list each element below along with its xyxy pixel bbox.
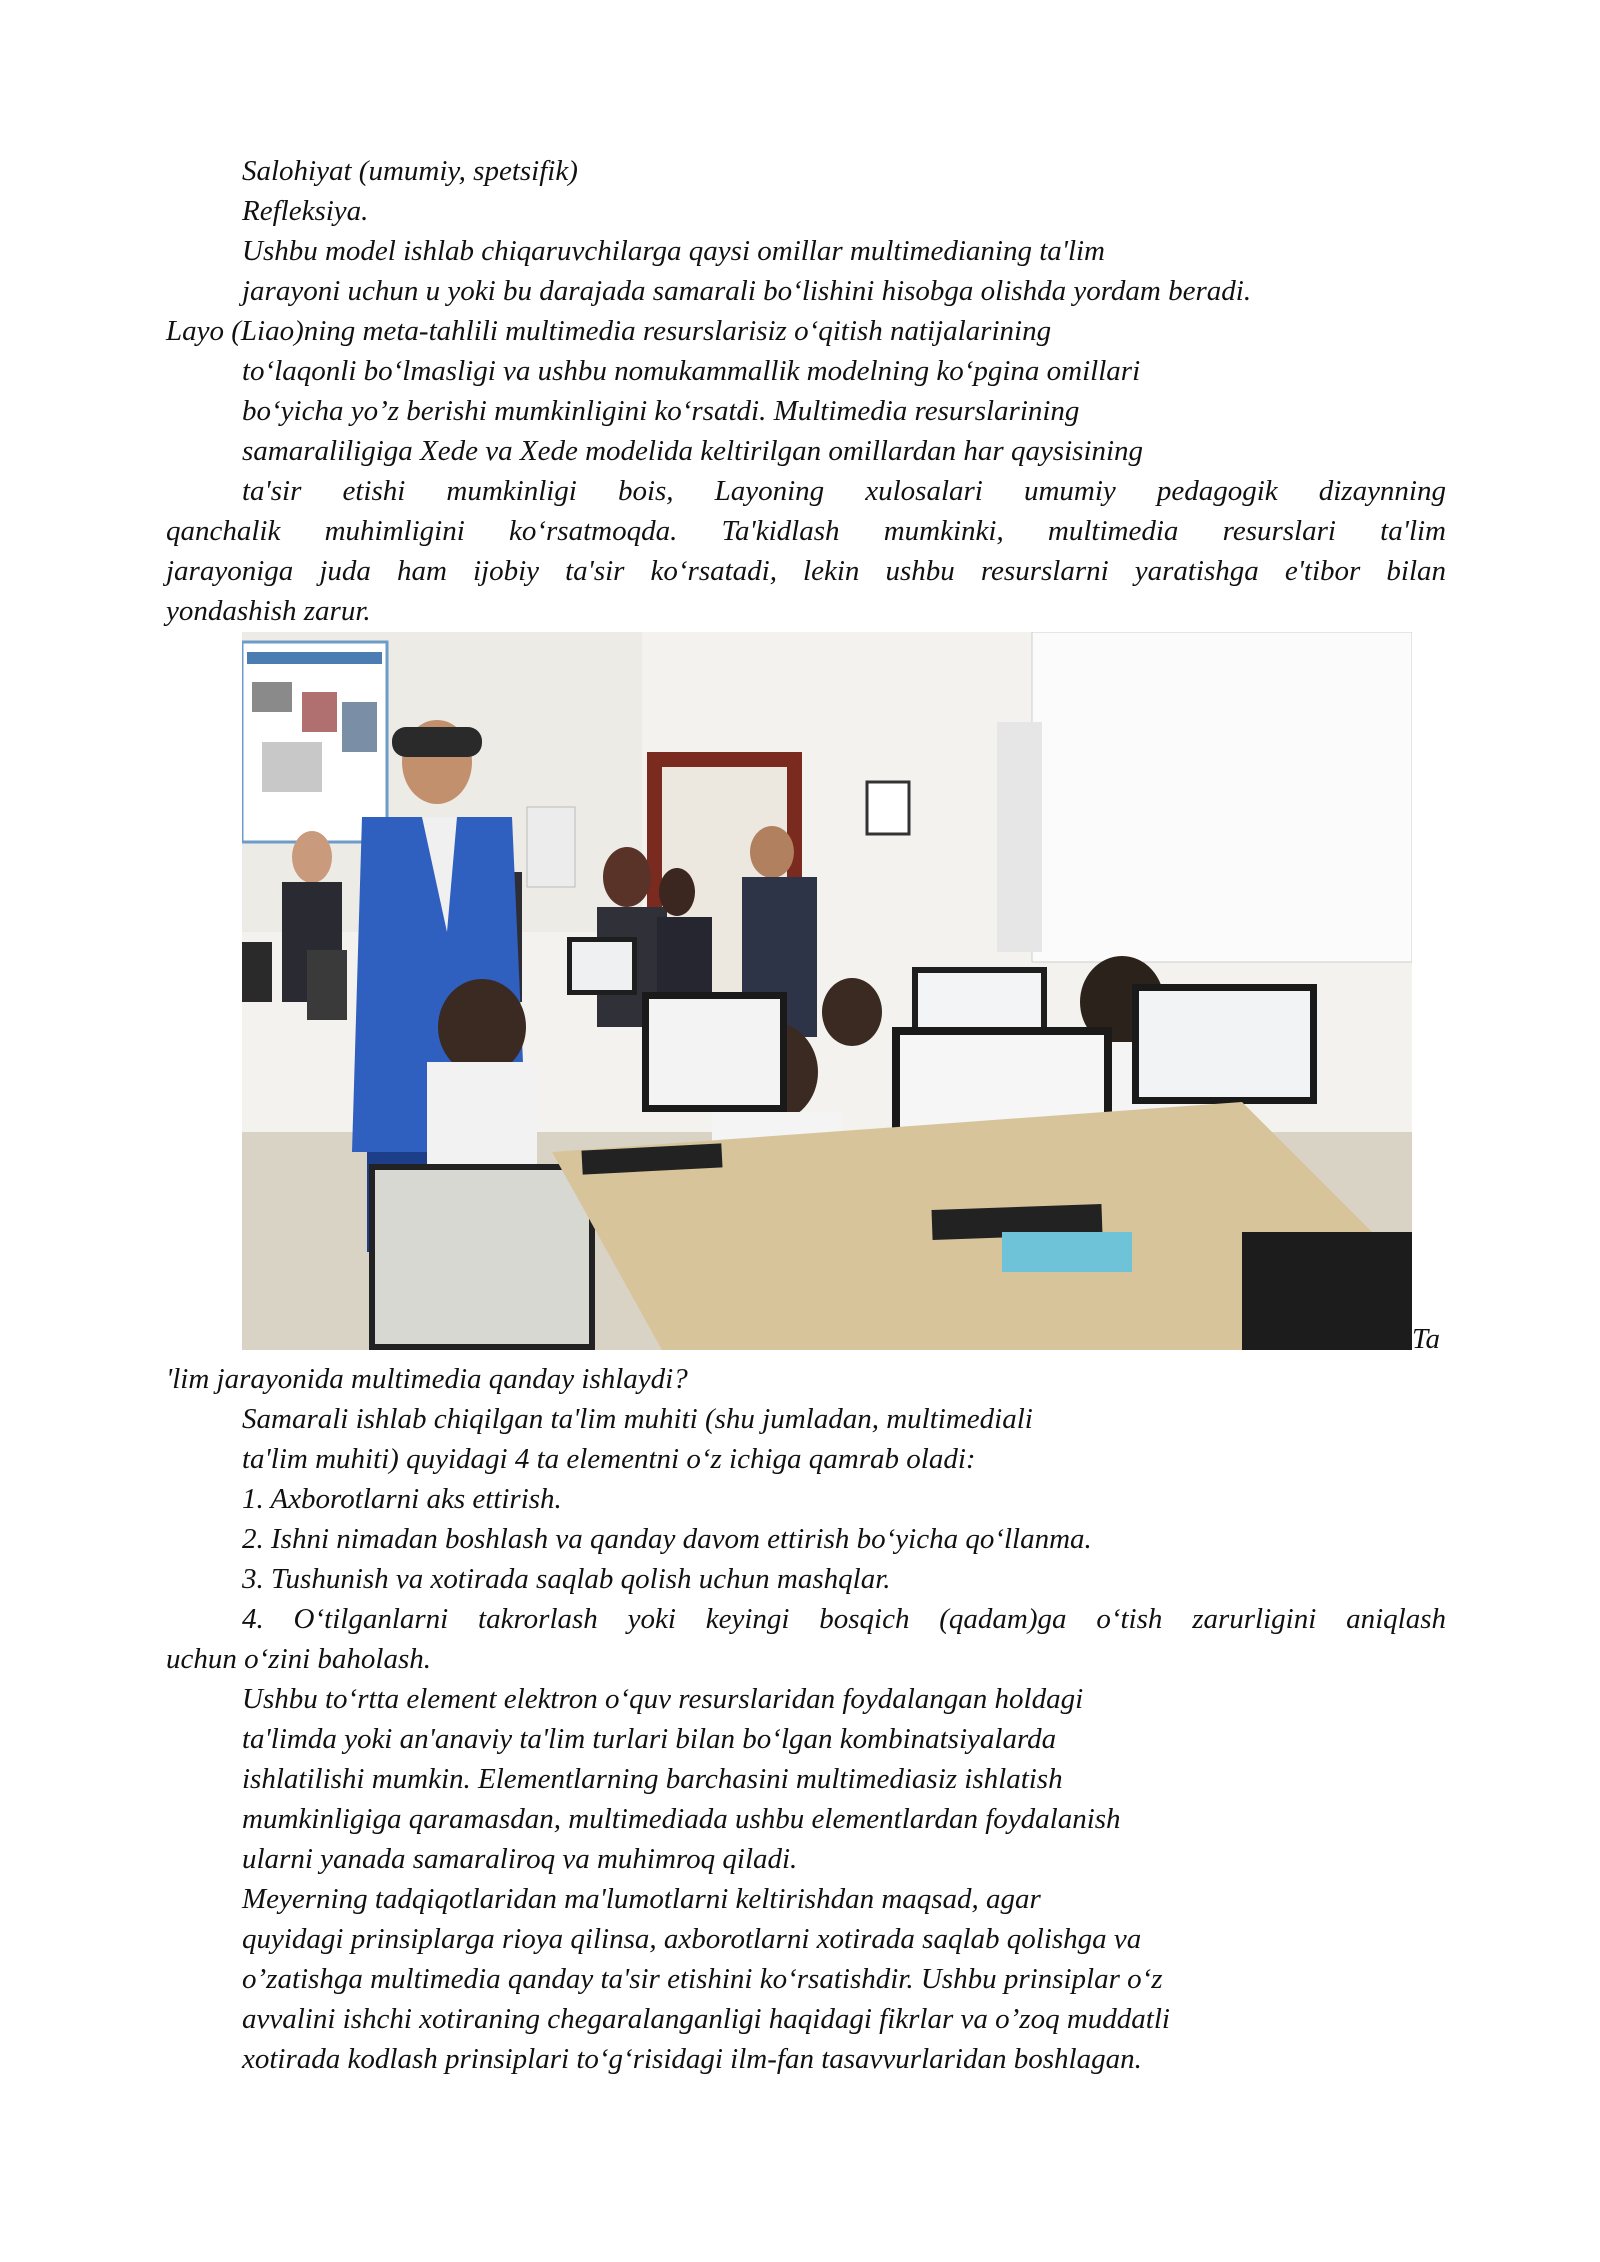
text-line: xotirada kodlash prinsiplari to‘g‘risidagi ilm-fan tasavvurlaridan boshlagan. — [242, 2043, 1142, 2075]
text-line: o’zatishga multimedia qanday ta'sir etishini ko‘rsatishdir. Ushbu prinsiplar o‘z — [242, 1963, 1163, 1995]
text-line: ta'lim muhiti) quyidagi 4 ta elementni o‘z ichiga qamrab oladi: — [242, 1443, 976, 1475]
text-line: qanchalik muhimligini ko‘rsatmoqda. Ta'kidlash mumkinki, multimedia resurslari ta'lim — [166, 515, 1446, 547]
text-line: jarayoni uchun u yoki bu darajada samarali bo‘lishini hisobga olishda yordam beradi. — [242, 275, 1252, 307]
text-line: Refleksiya. — [242, 195, 369, 227]
text-line: yondashish zarur. — [166, 595, 371, 627]
text-line: ishlatilishi mumkin. Elementlarning barchasini multimediasiz ishlatish — [242, 1763, 1063, 1795]
text-line: mumkinligiga qaramasdan, multimediada ushbu elementlardan foydalanish — [242, 1803, 1121, 1835]
text-line: quyidagi prinsiplarga rioya qilinsa, axborotlarni xotirada saqlab qolishga va — [242, 1923, 1142, 1955]
section-heading: 'lim jarayonida multimedia qanday ishlaydi? — [166, 1363, 688, 1395]
text-line: Ushbu to‘rtta element elektron o‘quv resurslaridan foydalangan holdagi — [242, 1683, 1084, 1715]
caption-fragment: Ta — [1412, 1323, 1440, 1355]
text-line: ularni yanada samaraliroq va muhimroq qiladi. — [242, 1843, 798, 1875]
text-line: Samarali ishlab chiqilgan ta'lim muhiti (shu jumladan, multimediali — [242, 1403, 1033, 1435]
text-line: ta'limda yoki an'anaviy ta'lim turlari bilan bo‘lgan kombinatsiyalarda — [242, 1723, 1057, 1755]
text-line: avvalini ishchi xotiraning chegaralanganligi haqidagi fikrlar va o’zoq muddatli — [242, 2003, 1170, 2035]
text-line: Meyerning tadqiqotlaridan ma'lumotlarni keltirishdan maqsad, agar — [242, 1883, 1041, 1915]
text-line: to‘laqonli bo‘lmasligi va ushbu nomukammallik modelning ko‘pgina omillari — [242, 355, 1141, 387]
text-line: Layo (Liao)ning meta-tahlili multimedia resurslarisiz o‘qitish natijalarining — [166, 315, 1052, 347]
text-line: bo‘yicha yo’z berishi mumkinligini ko‘rsatdi. Multimedia resurslarining — [242, 395, 1080, 427]
text-line: samaraliligiga Xede va Xede modelida keltirilgan omillardan har qaysisining — [242, 435, 1144, 467]
text-line: ta'sir etishi mumkinligi bois, Layoning xulosalari umumiy pedagogik dizaynning — [242, 475, 1446, 507]
list-item: 3. Tushunish va xotirada saqlab qolish uchun mashqlar. — [242, 1563, 891, 1595]
list-item: 1. Axborotlarni aks ettirish. — [242, 1483, 562, 1515]
list-item: 2. Ishni nimadan boshlash va qanday davom ettirish bo‘yicha qo‘llanma. — [242, 1523, 1092, 1555]
text-line: jarayoniga juda ham ijobiy ta'sir ko‘rsatadi, lekin ushbu resurslarni yaratishga e'tibor bilan — [166, 555, 1446, 587]
classroom-photo — [242, 632, 1412, 1350]
text-line: Ushbu model ishlab chiqaruvchilarga qaysi omillar multimedianing ta'lim — [242, 235, 1106, 267]
list-item: 4. O‘tilganlarni takrorlash yoki keyingi bosqich (qadam)ga o‘tish zarurligini aniqlash — [242, 1603, 1446, 1635]
list-item-continuation: uchun o‘zini baholash. — [166, 1643, 432, 1675]
text-line: Salohiyat (umumiy, spetsifik) — [242, 155, 578, 187]
